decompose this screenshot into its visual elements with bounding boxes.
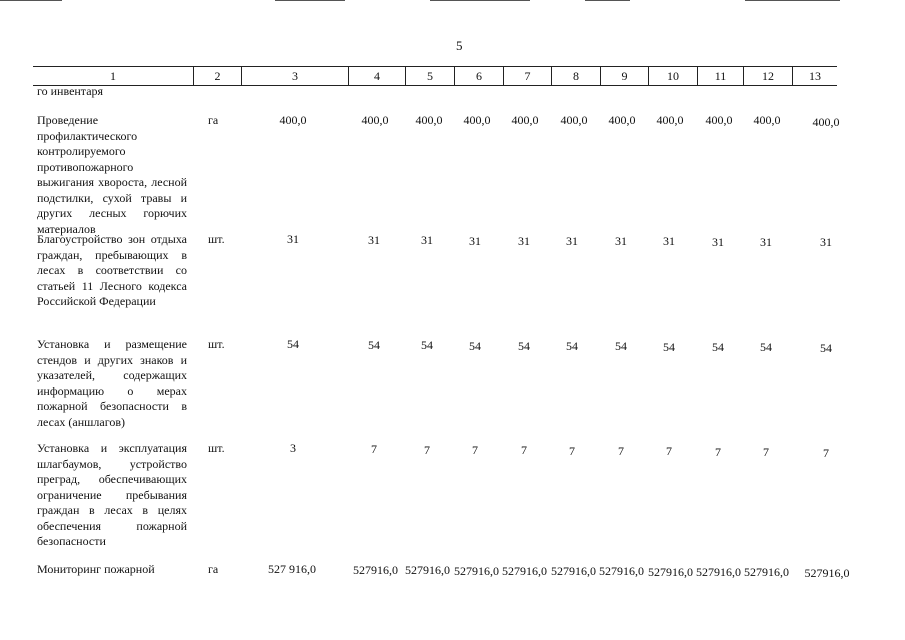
column-header: 2 — [193, 67, 241, 85]
value-cell: 527916,0 — [696, 565, 741, 579]
column-header: 5 — [405, 67, 454, 85]
column-header: 7 — [503, 67, 551, 85]
value-cell: 400,0 — [608, 113, 636, 127]
value-cell: 31 — [615, 234, 627, 248]
scan-edge-line — [0, 0, 62, 1]
value-cell: 54 — [663, 340, 675, 354]
row-label: Установка и размещение стендов и других знаков и указателей, содержащих информацию о мерах пожарной безопасности в лесах (аншлагов) — [37, 337, 187, 429]
continuation-text: го инвентаря — [37, 84, 104, 98]
scan-edge-line — [585, 0, 630, 1]
value-cell: 54 — [368, 338, 380, 352]
column-header: 4 — [348, 67, 405, 85]
value-cell: 31 — [518, 234, 530, 248]
value-cell: 7 — [424, 443, 430, 457]
column-header: 9 — [600, 67, 648, 85]
column-header: 13 — [792, 67, 837, 85]
value-cell: 54 — [760, 340, 772, 354]
table-header-row — [33, 66, 837, 86]
column-header: 12 — [743, 67, 792, 85]
value-cell: 54 — [518, 339, 530, 353]
value-cell: 527 916,0 — [268, 562, 316, 576]
value-cell: 7 — [715, 445, 721, 459]
value-cell: 54 — [287, 337, 299, 351]
value-cell: 54 — [421, 338, 433, 352]
value-cell: 54 — [566, 339, 578, 353]
column-header: 6 — [454, 67, 503, 85]
value-cell: 400,0 — [560, 113, 588, 127]
value-cell: 400,0 — [812, 115, 840, 129]
value-cell: 31 — [469, 234, 481, 248]
column-header: 10 — [648, 67, 697, 85]
value-cell: 527916,0 — [454, 564, 499, 578]
value-cell: 7 — [371, 442, 377, 456]
column-header: 8 — [551, 67, 600, 85]
value-cell: 54 — [712, 340, 724, 354]
value-cell: 31 — [820, 235, 832, 249]
value-cell: 7 — [763, 445, 769, 459]
value-cell: 527916,0 — [804, 566, 850, 580]
value-cell: 400,0 — [361, 113, 389, 127]
value-cell: 527916,0 — [502, 564, 547, 578]
value-cell: 527916,0 — [744, 565, 789, 579]
value-cell: 31 — [712, 235, 724, 249]
value-cell: 527916,0 — [648, 565, 693, 579]
row-unit: га — [208, 113, 219, 127]
value-cell: 31 — [663, 234, 675, 248]
row-unit: шт. — [208, 337, 225, 351]
value-cell: 400,0 — [656, 113, 684, 127]
value-cell: 400,0 — [415, 113, 443, 127]
value-cell: 400,0 — [511, 113, 539, 127]
value-cell: 400,0 — [279, 113, 307, 127]
scan-edge-line — [745, 0, 840, 1]
value-cell: 400,0 — [753, 113, 781, 127]
scan-edge-line — [430, 0, 530, 1]
value-cell: 31 — [287, 232, 299, 246]
value-cell: 527916,0 — [551, 564, 596, 578]
value-cell: 7 — [472, 443, 478, 457]
value-cell: 31 — [421, 233, 433, 247]
value-cell: 400,0 — [705, 113, 733, 127]
value-cell: 7 — [569, 444, 575, 458]
value-cell: 54 — [469, 339, 481, 353]
column-header: 11 — [697, 67, 743, 85]
scan-edge-line — [275, 0, 345, 1]
value-cell: 527916,0 — [405, 563, 450, 577]
column-header: 1 — [110, 69, 116, 83]
value-cell: 527916,0 — [353, 563, 398, 577]
row-label: Установка и эксплуатация шлагбаумов, устройство преград, обеспечивающих ограничение пребывания граждан в лесах в целях обеспечения пожарной безопасности — [37, 441, 187, 548]
row-unit: шт. — [208, 441, 225, 455]
value-cell: 7 — [666, 444, 672, 458]
row-label: Благоустройство зон отдыха граждан, пребывающих в лесах в соответствии со статьей 11 Лесного кодекса Российской Федерации — [37, 232, 187, 308]
value-cell: 527916,0 — [599, 564, 644, 578]
value-cell: 54 — [820, 341, 832, 355]
value-cell: 31 — [760, 235, 772, 249]
value-cell: 3 — [290, 441, 296, 455]
value-cell: 400,0 — [463, 113, 491, 127]
value-cell: 7 — [618, 444, 624, 458]
row-label: Проведение профилактического контролируемого противопожарного выжигания хвороста, лесной подстилки, сухой травы и других лесных горючих материалов — [37, 113, 187, 236]
value-cell: 31 — [368, 233, 380, 247]
row-unit: га — [208, 562, 219, 576]
row-unit: шт. — [208, 232, 225, 246]
column-header: 3 — [241, 67, 348, 85]
row-label: Мониторинг пожарной — [37, 562, 155, 576]
value-cell: 31 — [566, 234, 578, 248]
value-cell: 54 — [615, 339, 627, 353]
page-number: 5 — [456, 38, 463, 53]
value-cell: 7 — [823, 446, 829, 460]
value-cell: 7 — [521, 443, 527, 457]
